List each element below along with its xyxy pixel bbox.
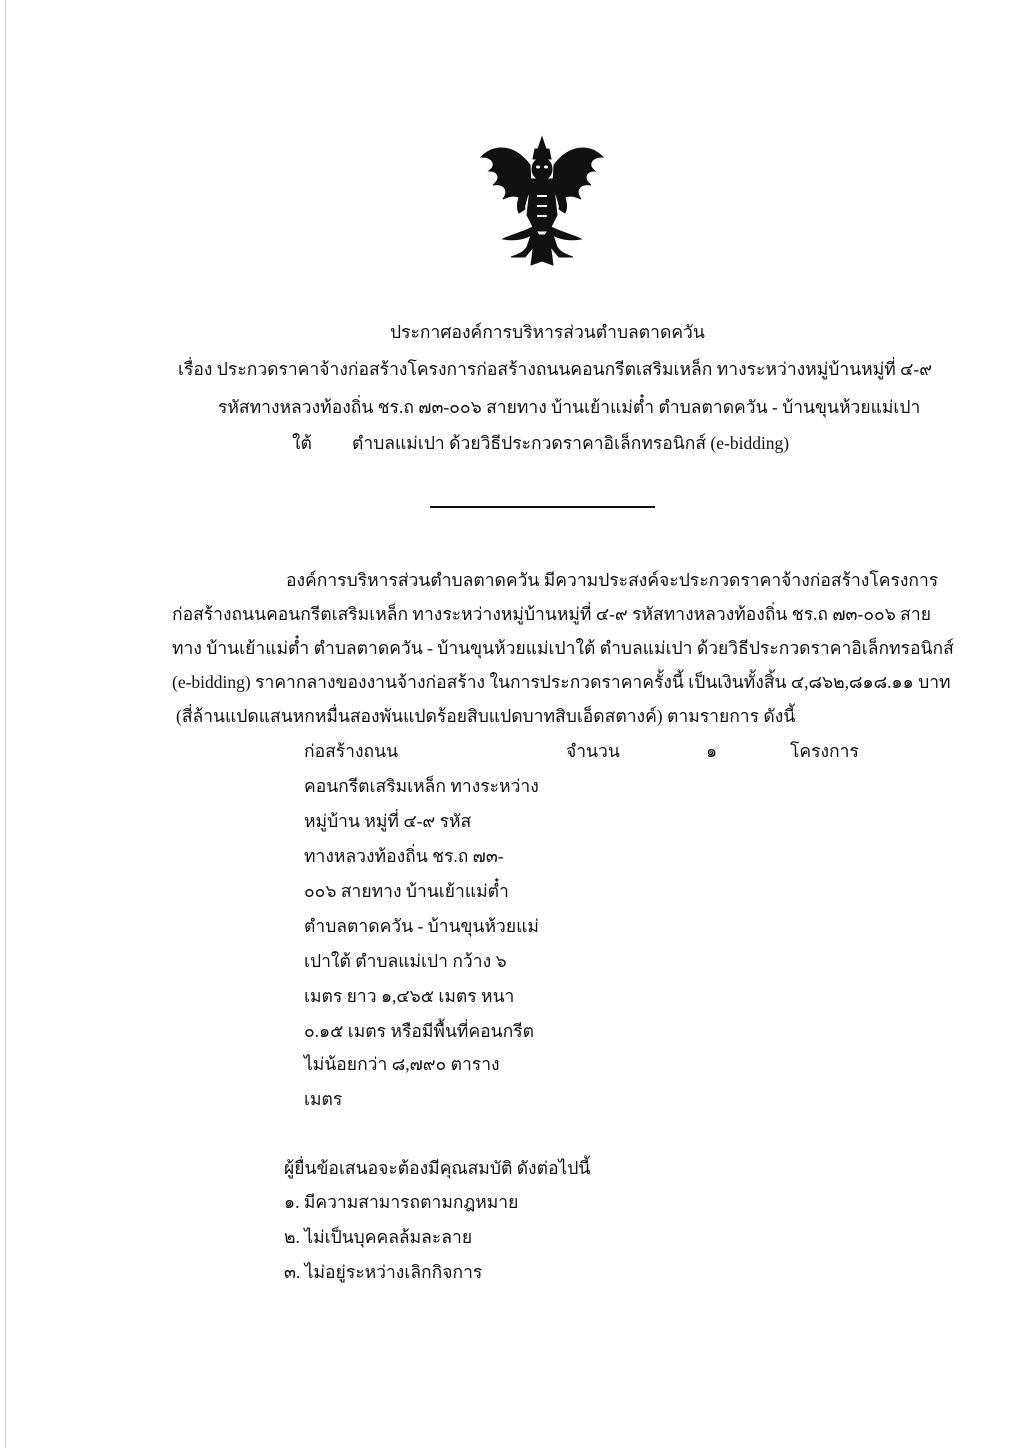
announcement-subject-line-3b: ตำบลแม่เปา ด้วยวิธีประกวดราคาอิเล็กทรอนิกส์ (e-bidding) <box>352 433 790 453</box>
item-description-line: คอนกรีตเสริมเหล็ก ทางระหว่าง <box>304 776 539 796</box>
item-description-line: ไม่น้อยกว่า ๘,๗๙๐ ตาราง <box>304 1054 500 1074</box>
item-description-line: ๐๐๖ สายทาง บ้านเย้าแม่ต๋ำ <box>304 881 509 901</box>
item-quantity: ๑ <box>706 741 718 761</box>
announcement-org-title: ประกาศองค์การบริหารส่วนตำบลตาดควัน <box>390 322 705 342</box>
title-divider <box>430 506 655 508</box>
body-paragraph-line: (e-bidding) ราคากลางของงานจ้างก่อสร้าง ในการประกวดราคาครั้งนี้ เป็นเงินทั้งสิ้น ๔,๘๖๒,๘๑๘.๑๑ บาท <box>172 672 951 692</box>
item-description-line: เปาใต้ ตำบลแม่เปา กว้าง ๖ <box>304 951 507 971</box>
body-paragraph-line: ก่อสร้างถนนคอนกรีตเสริมเหล็ก ทางระหว่างหมู่บ้านหมู่ที่ ๔-๙ รหัสทางหลวงท้องถิ่น ชร.ถ ๗๓-๐๐๖ สาย <box>172 604 931 624</box>
body-paragraph-line: องค์การบริหารส่วนตำบลตาดควัน มีความประสงค์จะประกวดราคาจ้างก่อสร้างโครงการ <box>286 570 939 590</box>
qualification-item: ๑. มีความสามารถตามกฎหมาย <box>284 1192 519 1212</box>
announcement-subject-line-1: เรื่อง ประกวดราคาจ้างก่อสร้างโครงการก่อสร้างถนนคอนกรีตเสริมเหล็ก ทางระหว่างหมู่บ้านหมู่ที่ ๔-๙ <box>178 359 933 379</box>
body-paragraph-line: (สี่ล้านแปดแสนหกหมื่นสองพันแปดร้อยสิบแปดบาทสิบเอ็ดสตางค์) ตามรายการ ดังนี้ <box>176 706 796 726</box>
item-description-line: เมตร <box>304 1089 343 1109</box>
item-description-line: เมตร ยาว ๑,๔๖๕ เมตร หนา <box>304 986 515 1006</box>
qualification-item: ๓. ไม่อยู่ระหว่างเลิกกิจการ <box>284 1262 483 1282</box>
item-description-line: ๐.๑๕ เมตร หรือมีพื้นที่คอนกรีต <box>304 1021 534 1041</box>
qualifications-intro: ผู้ยื่นข้อเสนอจะต้องมีคุณสมบัติ ดังต่อไปนี้ <box>284 1158 591 1178</box>
item-description-line: ตำบลตาดควัน - บ้านขุนห้วยแม่ <box>304 916 539 936</box>
item-description-line: หมู่บ้าน หมู่ที่ ๔-๙ รหัส <box>304 811 472 831</box>
qualification-item: ๒. ไม่เป็นบุคคลล้มละลาย <box>284 1227 473 1247</box>
item-name: ก่อสร้างถนน <box>304 741 399 761</box>
item-unit: โครงการ <box>790 741 859 761</box>
garuda-emblem-icon <box>475 135 610 270</box>
item-description-line: ทางหลวงท้องถิ่น ชร.ถ ๗๓- <box>304 846 504 866</box>
body-paragraph-line: ทาง บ้านเย้าแม่ต๋ำ ตำบลตาดควัน - บ้านขุนห้วยแม่เปาใต้ ตำบลแม่เปา ด้วยวิธีประกวดราคาอิเล็กทรอนิกส์ <box>172 638 954 658</box>
page-edge-shadow <box>5 0 6 1448</box>
announcement-subject-line-3a: ใต้ <box>292 433 312 453</box>
announcement-subject-line-2: รหัสทางหลวงท้องถิ่น ชร.ถ ๗๓-๐๐๖ สายทาง บ้านเย้าแม่ต๋ำ ตำบลตาดควัน - บ้านขุนห้วยแม่เปา <box>218 397 921 417</box>
item-quantity-label: จำนวน <box>566 741 620 761</box>
